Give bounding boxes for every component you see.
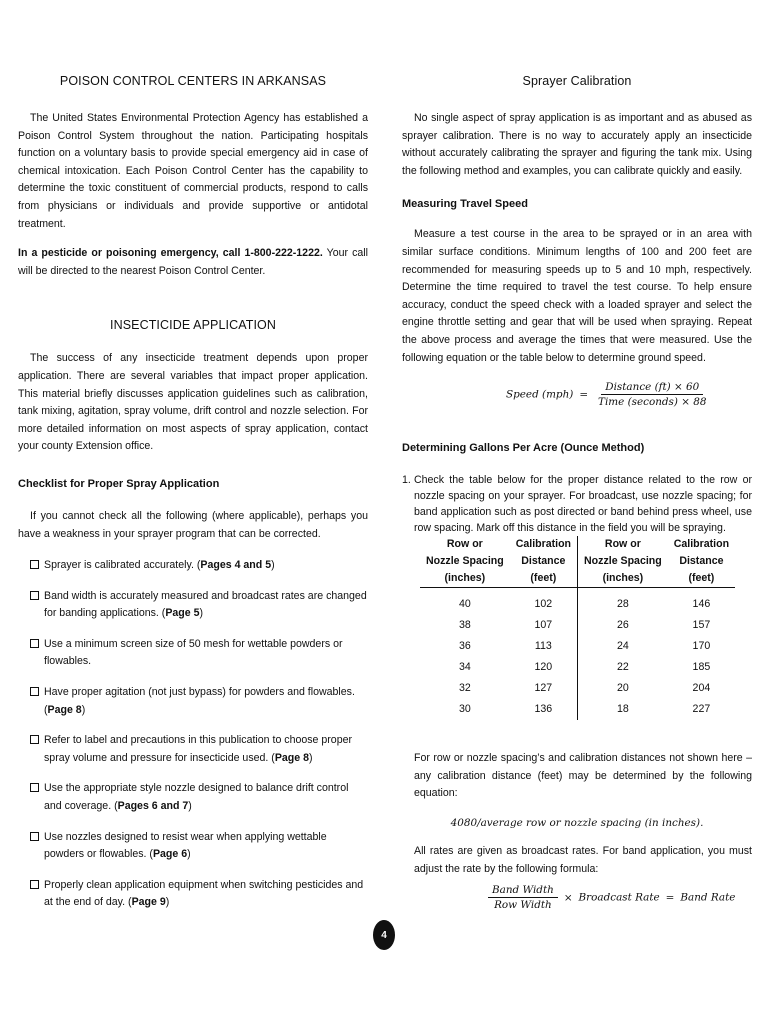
checklist-item: Use a minimum screen size of 50 mesh for wettable powders or flowables. (18, 636, 368, 671)
step-1 (402, 472, 752, 536)
other-spacing-paragraph: For row or nozzle spacing’s and calibration distances not shown here – any calibration distance (feet) may be determined by the following equation: (414, 752, 752, 800)
checklist-item: Use nozzles designed to resist wear when applying wettable powders or flowables. (Page 6) (18, 829, 368, 864)
band-formula-result: Band Rate (680, 891, 736, 904)
checkbox-icon[interactable] (30, 880, 39, 889)
poison-control-heading: POISON CONTROL CENTERS IN ARKANSAS (59, 74, 327, 88)
insecticide-paragraph: The success of any insecticide treatment depends upon proper application. There are several variables that impact proper application. This material briefly discusses application guidelines such as calibration, tank mixing, agitation, spray volume, drift control and nozzle selection. For more detailed information on most aspects of spray application, contact your county Extension office. (18, 352, 368, 453)
checklist-heading: Checklist for Proper Spray Application (18, 477, 220, 490)
checkbox-icon[interactable] (30, 591, 39, 600)
checklist-item: Sprayer is calibrated accurately. (Pages 4 and 5) (18, 557, 368, 575)
speed-formula-denominator: Time (seconds) × 88 (598, 396, 707, 409)
checklist (18, 557, 368, 912)
speed-formula-numerator: Distance (ft) × 60 (601, 381, 703, 395)
rates-paragraph: All rates are given as broadcast rates. For band application, you must adjust the rate by the following formula: (414, 844, 752, 875)
checklist-item: Band width is accurately measured and broadcast rates are changed for banding applications. (Page 5) (18, 588, 368, 623)
page-number-badge: 4 (373, 920, 395, 950)
insecticide-application-heading: INSECTICIDE APPLICATION (110, 318, 276, 333)
table-row: 40 102 28 146 (420, 588, 735, 616)
checkbox-icon[interactable] (30, 639, 39, 648)
band-formula-rate: Broadcast Rate (578, 891, 660, 904)
band-formula-numerator: Band Width (488, 884, 558, 898)
checklist-item: Properly clean application equipment when switching pesticides and at the end of day. (Page 9) (18, 877, 368, 912)
gallons-per-acre-heading: Determining Gallons Per Acre (Ounce Method) (402, 442, 645, 455)
speed-formula-lhs: Speed (mph) (506, 388, 574, 401)
step-1-number: 1. (402, 474, 411, 487)
travel-speed-paragraph: Measure a test course in the area to be sprayed or in an area with similar surface conditions. Minimum lengths of 100 and 200 feet are recommended for measuring speeds up to 5 and 10 mph, respectively. Determine the time required to travel the test course. To help ensure accuracy, conduct the speed check with a loaded sprayer and select the engine throttle setting and gear that will be used when spraying. Repeat the above process and average the times that were measured. Use the following equation or the table below to determine ground speed. (402, 228, 752, 364)
travel-speed-heading: Measuring Travel Speed (402, 198, 528, 211)
table-header: Row or Nozzle Spacing (inches) (578, 536, 668, 588)
table-header: Calibration Distance (feet) (510, 536, 578, 588)
calibration-paragraph: No single aspect of spray application is as important and as abused as sprayer calibration. There is no way to accurately apply an insecticide without accurately calibrating the sprayer and figuring the tank mix. Using the following method and examples, you can calibrate quickly and easily. (402, 112, 752, 177)
band-formula-denominator: Row Width (494, 899, 552, 912)
checkbox-icon[interactable] (30, 783, 39, 792)
table-row: 38 107 26 157 (420, 615, 735, 636)
checklist-intro: If you cannot check all the following (where applicable), perhaps you have a weakness in your sprayer program that can be corrected. (18, 509, 368, 540)
left-column (18, 74, 368, 912)
sprayer-calibration-heading: Sprayer Calibration (522, 74, 632, 88)
table-header: Calibration Distance (feet) (668, 536, 735, 588)
checklist-item: Refer to label and precautions in this publication to choose proper spray volume and pressure for insecticide used. (Page 8) (18, 732, 368, 767)
speed-formula: Speed (mph) = $\frac{\text{Distance (ft) × 60}}{\text{Time (seconds) × 88}}$ (402, 381, 752, 408)
calibration-table-wrap (402, 536, 752, 720)
emergency-paragraph (18, 245, 368, 280)
emergency-rest-text: Your call will be directed to the nearest Poison Control Center. (18, 247, 368, 277)
checkbox-icon[interactable] (30, 687, 39, 696)
checkbox-icon[interactable] (30, 560, 39, 569)
calibration-table (420, 536, 735, 720)
table-row: 36 113 24 170 (420, 636, 735, 657)
band-formula: $\frac{\text{Band Width}}{\text{Row Width}}$ × Broadcast Rate = Band Rate (402, 884, 752, 911)
step-1-text: Check the table below for the proper distance related to the row or nozzle spacing on your sprayer. For broadcast, use nozzle spacing; for band application such as post directed or band behind press wheel, use row spacing. Mark off this distance in the field you will be spraying. (414, 474, 752, 535)
table-row: 34 120 22 185 (420, 657, 735, 678)
emergency-phone-text: In a pesticide or poisoning emergency, call 1-800-222-1222. (18, 247, 323, 260)
table-header: Row or Nozzle Spacing (inches) (420, 536, 510, 588)
checklist-item: Use the appropriate style nozzle designed to balance drift control and coverage. (Pages 6 and 7) (18, 780, 368, 815)
right-column (402, 74, 752, 911)
checkbox-icon[interactable] (30, 832, 39, 841)
checklist-item: Have proper agitation (not just bypass) for powders and flowables. (Page 8) (18, 684, 368, 719)
table-header-row (420, 536, 735, 588)
table-row: 32 127 20 204 (420, 678, 735, 699)
checkbox-icon[interactable] (30, 735, 39, 744)
poison-control-paragraph: The United States Environmental Protection Agency has established a Poison Control System throughout the nation. Participating hospitals function on a voluntary basis to provide special emergency aid in case of chemical intoxication. Each Poison Control Center has the capability to determine the toxic constituent of commercial products, respond to calls from physicians or individuals and provide supportive or antidotal treatment. (18, 112, 368, 230)
spacing-formula: 4080/average row or nozzle spacing (in inches). (450, 816, 704, 829)
table-row: 30 136 18 227 (420, 699, 735, 720)
